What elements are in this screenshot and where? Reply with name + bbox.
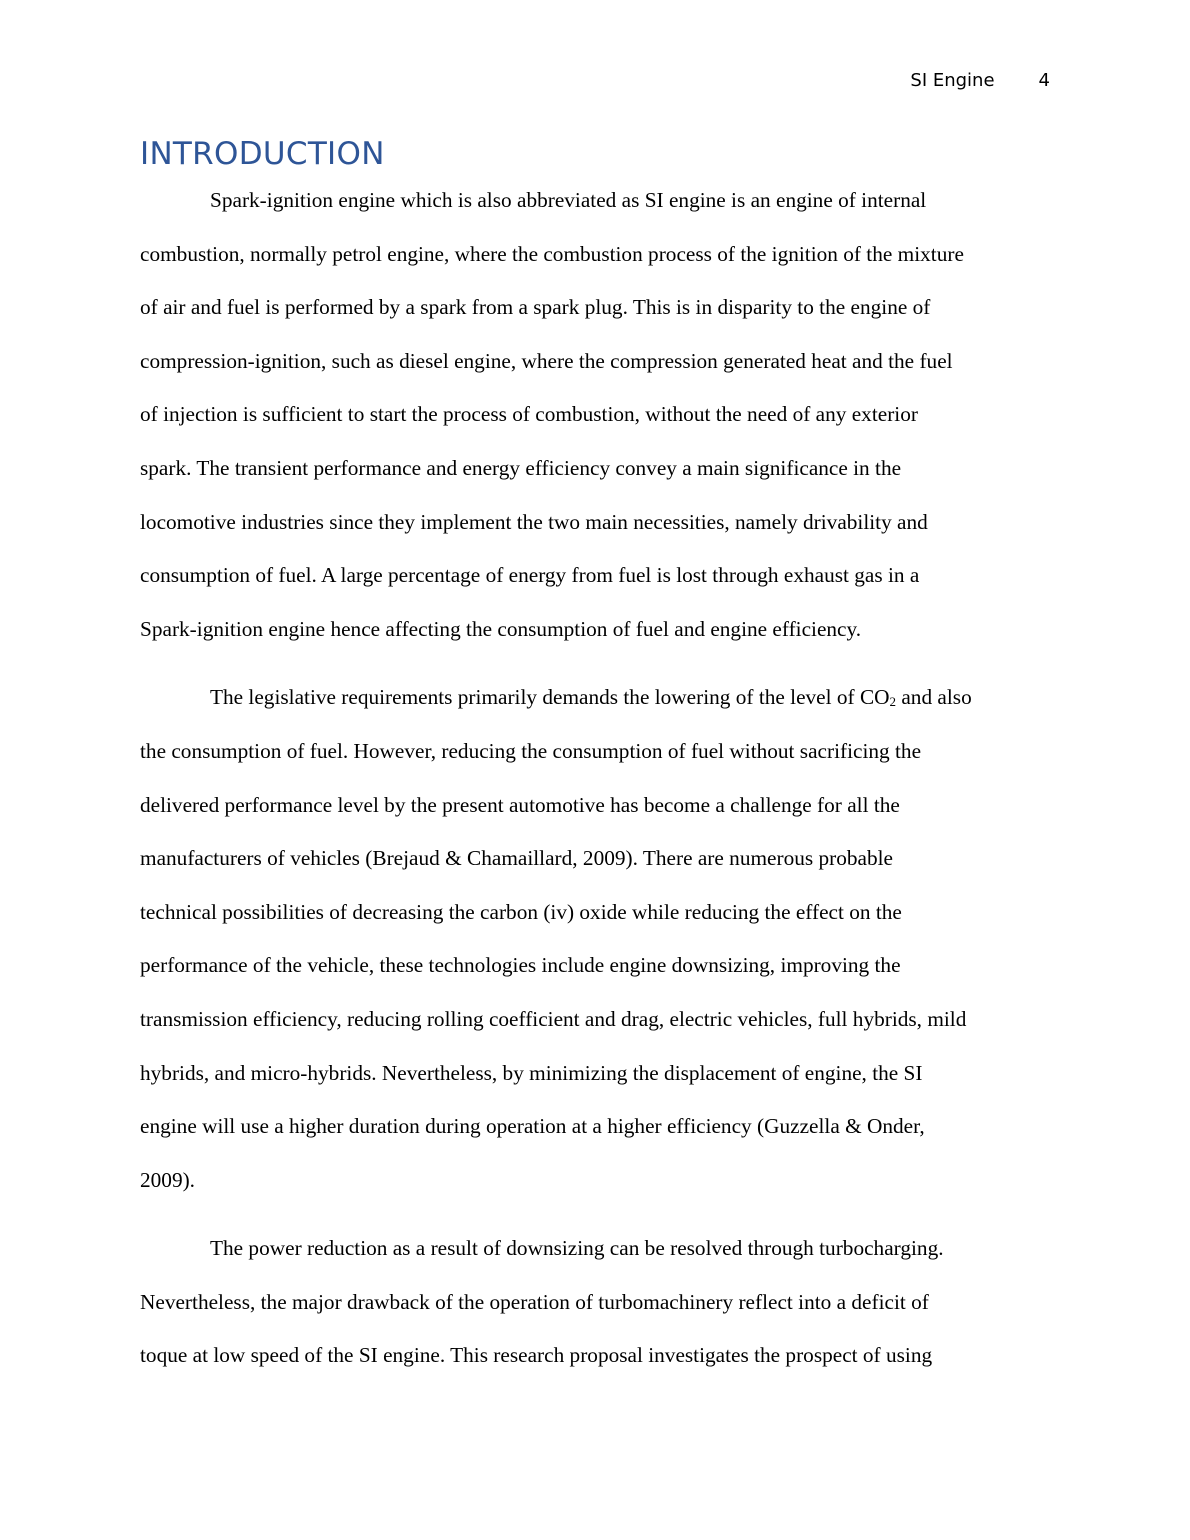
text-line: Nevertheless, the major drawback of the operation of turbomachinery reflect into a deficit of (140, 1289, 929, 1314)
text-line: spark. The transient performance and energy efficiency convey a main significance in the (140, 455, 902, 480)
text-line: of air and fuel is performed by a spark from a spark plug. This is in disparity to the engine of (140, 295, 931, 320)
running-title: SI Engine (910, 70, 995, 91)
text-line: performance of the vehicle, these technologies include engine downsizing, improving the (140, 953, 901, 978)
subscript: 2 (889, 694, 897, 710)
paragraph-3 (140, 1222, 1050, 1383)
text-line: Spark-ignition engine hence affecting the consumption of fuel and engine efficiency. (140, 616, 862, 641)
text-line: toque at low speed of the SI engine. This research proposal investigates the prospect of using (140, 1343, 933, 1368)
text-line: compression-ignition, such as diesel engine, where the compression generated heat and the fuel (140, 348, 953, 373)
text-line: 2009). (140, 1167, 196, 1192)
text-line: consumption of fuel. A large percentage of energy from fuel is lost through exhaust gas in a (140, 563, 920, 588)
text-line: of injection is sufficient to start the process of combustion, without the need of any exterior (140, 402, 918, 427)
paragraph-2 (140, 671, 1050, 1207)
text-line (140, 671, 1050, 725)
text-line: technical possibilities of decreasing the carbon (iv) oxide while reducing the effect on the (140, 899, 902, 924)
text-line: engine will use a higher duration during operation at a higher efficiency (Guzzella & Onder, (140, 1114, 925, 1139)
paragraph-1 (140, 174, 1050, 656)
body-text (140, 174, 1050, 1383)
section-heading: INTRODUCTION (140, 136, 385, 172)
page-header (910, 70, 1050, 91)
text-line: hybrids, and micro-hybrids. Nevertheless, by minimizing the displacement of engine, the SI (140, 1060, 923, 1085)
text-run: The legislative requirements primarily demands the lowering of the level of CO (210, 685, 890, 710)
text-line: locomotive industries since they implement the two main necessities, namely drivability and (140, 509, 928, 534)
text-line: delivered performance level by the present automotive has become a challenge for all the (140, 792, 900, 817)
text-line: combustion, normally petrol engine, where the combustion process of the ignition of the mixture (140, 241, 964, 266)
text-run: and also (896, 685, 972, 710)
page-number: 4 (1038, 70, 1050, 91)
text-line: Spark-ignition engine which is also abbreviated as SI engine is an engine of internal (210, 188, 927, 212)
text-line: manufacturers of vehicles (Brejaud & Chamaillard, 2009). There are numerous probable (140, 846, 894, 871)
text-line: the consumption of fuel. However, reducing the consumption of fuel without sacrificing the (140, 738, 922, 763)
text-line: transmission efficiency, reducing rolling coefficient and drag, electric vehicles, full hybrids, mild (140, 1006, 967, 1031)
text-line: The power reduction as a result of downsizing can be resolved through turbocharging. (210, 1236, 944, 1261)
